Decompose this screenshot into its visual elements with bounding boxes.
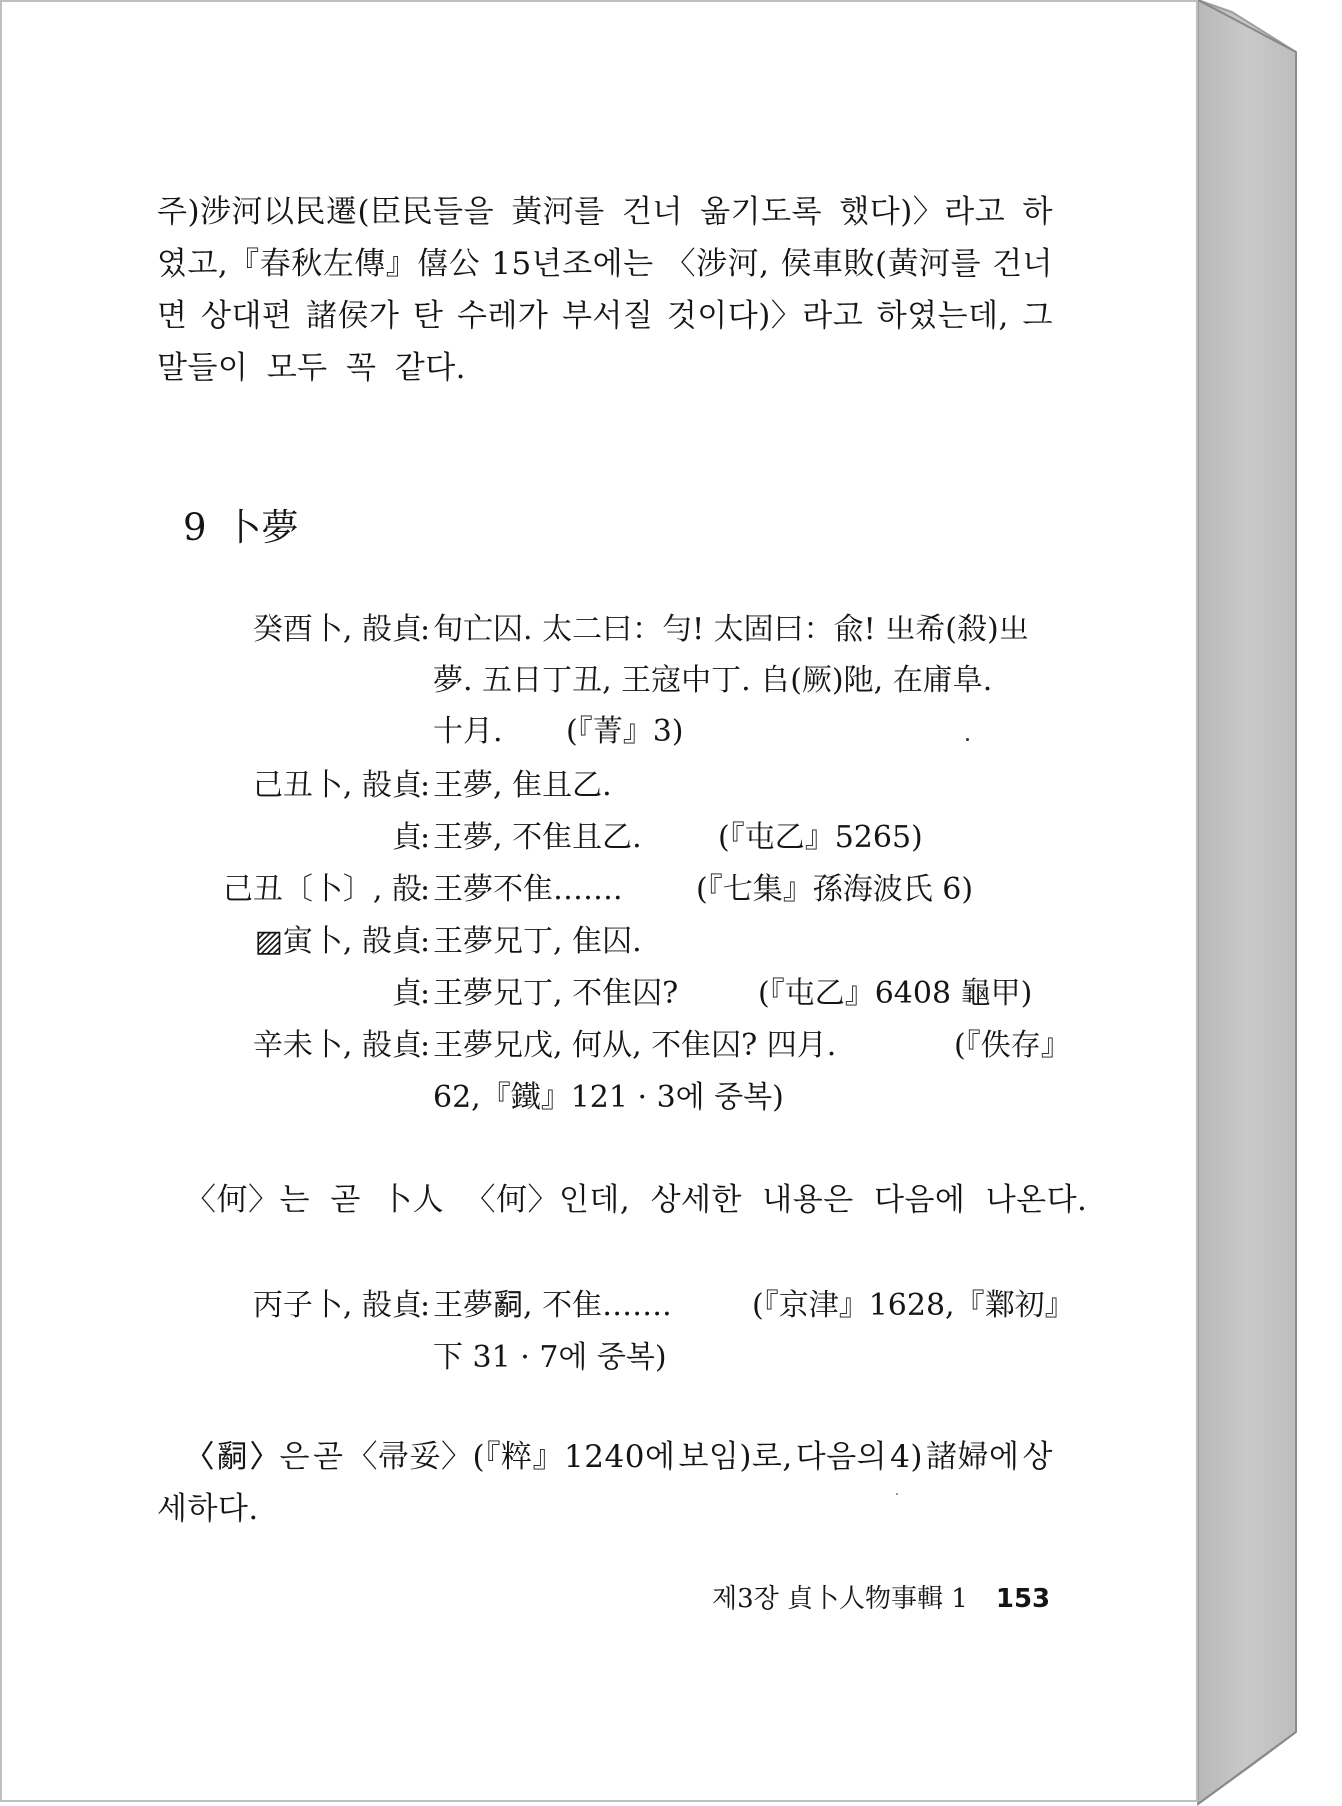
entry-colon: : <box>420 1288 431 1323</box>
word: 옮기도록 <box>700 194 823 230</box>
word: 〈涉河, <box>664 246 770 282</box>
paragraph-line-3 <box>157 296 1053 336</box>
entry-colon: : <box>420 820 431 855</box>
word: 諸婦에 <box>926 1439 1020 1475</box>
word: 나온다. <box>985 1182 1088 1218</box>
word: 〈帚妥〉(『粹』1240에 <box>346 1439 676 1475</box>
word: 수레가 <box>457 298 549 334</box>
word: 내용은 <box>762 1182 854 1218</box>
section-title: 卜夢 <box>224 506 299 549</box>
word: 〈何〉는 <box>185 1182 310 1218</box>
entry-colon: : <box>420 976 431 1011</box>
word: 다음에 <box>874 1182 966 1218</box>
word: 諸侯가 <box>305 298 400 334</box>
word: 15년조에는 <box>491 246 654 282</box>
word: 그 <box>1022 298 1053 334</box>
section-heading <box>183 503 299 553</box>
word: 보임)로, <box>678 1439 793 1475</box>
inscription-line: 十月. <box>433 714 503 749</box>
word: 곧 <box>312 1439 344 1475</box>
word: 꼭 <box>345 350 377 386</box>
word: 하였는데, <box>876 298 1009 334</box>
word: 상 <box>1022 1439 1053 1475</box>
word: 다음의 <box>795 1439 888 1475</box>
word: 면 <box>157 298 188 334</box>
word: 건너 <box>992 246 1053 282</box>
print-speck <box>966 738 969 741</box>
entry-label: ▨寅卜, 㱿貞 <box>254 924 422 959</box>
entry-label: 己丑卜, 㱿貞 <box>252 768 422 803</box>
paragraph-line-2 <box>157 244 1053 284</box>
entry-label: 辛未卜, 㱿貞 <box>252 1028 422 1063</box>
entry-label: 癸酉卜, 㱿貞 <box>252 612 422 647</box>
paragraph-line-4 <box>157 348 466 388</box>
entry-label: 貞 <box>392 976 422 1011</box>
word: 4) <box>890 1439 923 1475</box>
word: 상대편 <box>201 298 293 334</box>
word: 모두 <box>266 350 328 386</box>
word: 〈何〉인데, <box>464 1182 631 1218</box>
word: 黃河를 <box>511 194 605 230</box>
source-continuation: 下 31 · 7에 중복) <box>433 1340 667 1375</box>
note-paragraph-1 <box>185 1180 1087 1220</box>
inscription-line: 王夢兄戊, 何从, 不隹囚? 四月. <box>433 1028 837 1063</box>
word: 것이다)〉라고 <box>666 298 864 334</box>
inscription-line: 王夢, 隹且乙. <box>433 768 612 803</box>
page-number: 153 <box>995 1584 1051 1614</box>
source-citation: (『七集』孫海波氏 6) <box>696 872 974 907</box>
entry-label: 丙子卜, 㱿貞 <box>252 1288 422 1323</box>
source-citation: (『屯乙』5265) <box>718 820 923 855</box>
source-citation: (『佚存』 <box>954 1028 1071 1063</box>
word: 같다. <box>394 350 467 386</box>
inscription-line: 旬亡囚. 太二曰：勻! 太固曰：兪! 㞢希(殺)㞢 <box>433 612 1029 647</box>
note-paragraph-2 <box>185 1437 1053 1477</box>
source-continuation: 62,『鐵』121 · 3에 중복) <box>433 1080 784 1115</box>
word: 주)涉河以民遷(臣民들을 <box>157 194 495 230</box>
print-speck <box>896 1493 898 1495</box>
source-citation: (『京津』1628,『鄴初』 <box>752 1288 1075 1323</box>
section-number: 9 <box>183 506 207 549</box>
word: 했다)〉라고 <box>839 194 1006 230</box>
inscription-line: 夢. 五日丁丑, 王寇中丁. 𠂤(厥)阤, 在庯阜. <box>433 663 993 698</box>
paragraph-line-1 <box>157 192 1053 232</box>
note-paragraph-2-line-2: 세하다. <box>157 1491 259 1527</box>
chapter-title: 제3장 貞卜人物事輯 1 <box>712 1584 968 1614</box>
word: 〈𤔲〉은 <box>185 1439 310 1475</box>
word: 卜人 <box>381 1182 445 1218</box>
word: 탄 <box>412 298 444 334</box>
word: 말들이 <box>157 350 249 386</box>
inscription-line: 王夢不隹……. <box>433 872 623 907</box>
inscription-line: 王夢𤔲, 不隹……. <box>433 1288 672 1323</box>
word: 부서질 <box>561 298 654 334</box>
word: 곧 <box>330 1182 361 1218</box>
entry-colon: : <box>420 924 431 959</box>
entry-colon: : <box>420 768 431 803</box>
word: 였고,『春秋左傳』僖公 <box>157 246 481 282</box>
running-footer <box>712 1582 1050 1616</box>
inscription-line: 王夢, 不隹且乙. <box>433 820 642 855</box>
entry-colon: : <box>420 612 431 647</box>
word: 하 <box>1022 194 1053 230</box>
source-citation: (『菁』3) <box>566 714 684 749</box>
source-citation: (『屯乙』6408 龜甲) <box>758 976 1033 1011</box>
entry-colon: : <box>420 872 431 907</box>
word: 侯車敗(黃河를 <box>780 246 982 282</box>
inscription-line: 王夢兄丁, 不隹囚? <box>433 976 679 1011</box>
inscription-line: 王夢兄丁, 隹囚. <box>433 924 642 959</box>
word: 상세한 <box>650 1182 742 1218</box>
entry-colon: : <box>420 1028 431 1063</box>
word: 건너 <box>622 194 683 230</box>
entry-label: 貞 <box>392 820 422 855</box>
entry-label: 己丑〔卜〕, 㱿 <box>222 872 422 907</box>
